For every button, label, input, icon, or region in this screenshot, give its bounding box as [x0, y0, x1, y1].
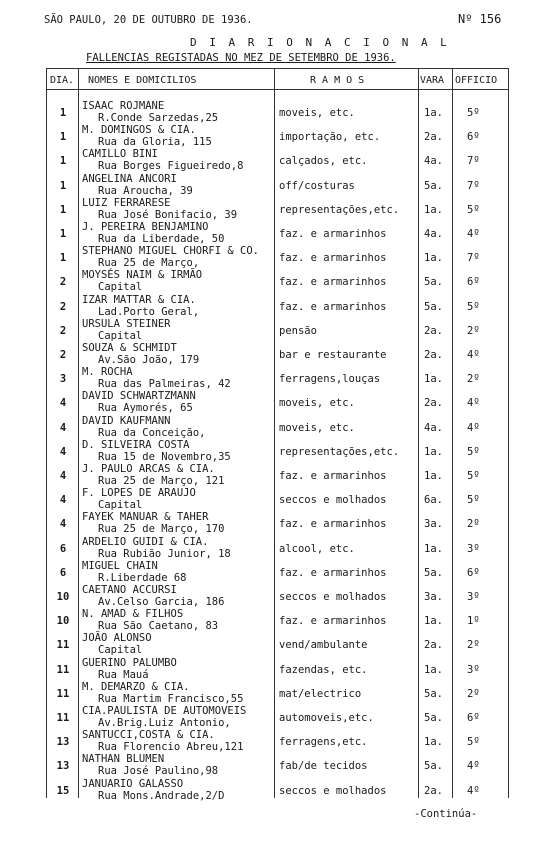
court-cell: 2a.: [424, 397, 443, 410]
court-cell: 5a.: [424, 300, 443, 313]
address-cell: Rua José Paulino,98: [98, 765, 219, 778]
name-cell: CAETANO ACCURSI: [82, 584, 177, 596]
court-cell: 3a.: [424, 591, 443, 603]
court-cell: 5a.: [424, 276, 443, 289]
office-cell: 5º: [467, 494, 480, 507]
column-divider: [78, 68, 79, 798]
name-cell: JANUARIO GALASSO: [82, 777, 184, 790]
court-cell: 5a.: [424, 760, 443, 773]
day-cell: 10: [56, 591, 70, 603]
business-cell: off/costuras: [279, 179, 355, 192]
continues-note: -Continúa-: [414, 808, 478, 820]
office-cell: 3º: [467, 542, 480, 555]
page-subtitle: FALLENCIAS REGISTADAS NO MEZ DE SETEMBRO DE 1936.: [86, 52, 396, 64]
court-cell: 1a.: [424, 470, 443, 482]
name-cell: FAYEK MANUAR & TAHER: [82, 511, 209, 524]
day-cell: 1: [59, 228, 67, 240]
business-cell: vend/ambulante: [279, 639, 368, 652]
day-cell: 2: [59, 276, 67, 289]
office-cell: 2º: [467, 324, 480, 337]
address-cell: Rua da Liberdade, 50: [98, 233, 225, 245]
office-cell: 5º: [467, 736, 480, 749]
office-cell: 4º: [467, 228, 480, 240]
address-cell: Rua 25 de Março,: [98, 257, 200, 270]
address-cell: Rua Martim Francisco,55: [98, 692, 244, 705]
business-cell: faz. e armarinhos: [279, 566, 387, 579]
day-cell: 1: [59, 252, 67, 265]
column-divider: [418, 68, 419, 798]
day-cell: 11: [56, 639, 70, 652]
name-cell: ISAAC ROJMANE: [82, 100, 165, 112]
court-cell: 3a.: [424, 518, 443, 531]
day-cell: 1: [59, 131, 67, 144]
day-cell: 4: [59, 397, 67, 410]
address-cell: Capital: [98, 644, 143, 657]
office-cell: 5º: [467, 300, 480, 313]
address-cell: Capital: [98, 499, 143, 512]
day-cell: 2: [59, 300, 67, 313]
business-cell: importação, etc.: [279, 131, 381, 144]
day-cell: 1: [59, 203, 67, 216]
address-cell: Capital: [98, 329, 143, 342]
business-cell: pensão: [279, 324, 317, 337]
business-cell: seccos e molhados: [279, 784, 387, 797]
name-cell: M. DOMINGOS & CIA.: [82, 124, 196, 137]
address-cell: Rua da Conceição,: [98, 426, 206, 439]
name-cell: N. AMAD & FILHOS: [82, 608, 184, 621]
business-cell: alcool, etc.: [279, 542, 355, 555]
business-cell: moveis, etc.: [279, 397, 355, 410]
day-cell: 2: [59, 349, 67, 361]
address-cell: Capital: [98, 281, 143, 294]
address-cell: Rua São Caetano, 83: [98, 620, 219, 633]
court-cell: 5a.: [424, 712, 443, 724]
office-cell: 6º: [467, 131, 480, 144]
name-cell: CIA.PAULISTA DE AUTOMOVEIS: [82, 705, 247, 717]
business-cell: fazendas, etc.: [279, 663, 368, 676]
business-cell: faz. e armarinhos: [279, 252, 387, 265]
name-cell: M. ROCHA: [82, 366, 133, 379]
day-cell: 11: [56, 687, 70, 700]
business-cell: faz. e armarinhos: [279, 615, 387, 628]
office-cell: 4º: [467, 784, 480, 797]
address-cell: Rua das Palmeiras, 42: [98, 378, 231, 391]
court-cell: 5a.: [424, 179, 443, 192]
office-cell: 1º: [467, 615, 480, 628]
office-cell: 3º: [467, 663, 480, 676]
court-cell: 2a.: [424, 784, 443, 797]
day-cell: 6: [59, 542, 67, 555]
office-cell: 4º: [467, 349, 480, 361]
address-cell: Av.São João, 179: [98, 354, 200, 366]
business-cell: mat/electrico: [279, 687, 362, 700]
business-cell: ferragens,louças: [279, 373, 381, 386]
business-cell: seccos e molhados: [279, 591, 387, 603]
office-cell: 3º: [467, 591, 480, 603]
office-cell: 7º: [467, 179, 480, 192]
court-cell: 1a.: [424, 445, 443, 458]
address-cell: Rua 25 de Março, 121: [98, 475, 225, 487]
column-header-nomes: NOMES E DOMICILIOS: [88, 75, 197, 86]
court-cell: 5a.: [424, 687, 443, 700]
name-cell: NATHAN BLUMEN: [82, 753, 165, 766]
name-cell: SANTUCCI,COSTA & CIA.: [82, 729, 215, 742]
court-cell: 2a.: [424, 639, 443, 652]
day-cell: 10: [56, 615, 70, 628]
name-cell: JOÃO ALONSO: [82, 632, 152, 645]
business-cell: fab/de tecidos: [279, 760, 368, 773]
business-cell: faz. e armarinhos: [279, 276, 387, 289]
name-cell: DAVID SCHWARTZMANN: [82, 390, 196, 403]
address-cell: Rua Florencio Abreu,121: [98, 741, 244, 754]
court-cell: 5a.: [424, 566, 443, 579]
name-cell: ANGELINA ANCORI: [82, 172, 177, 185]
business-cell: moveis, etc.: [279, 421, 355, 434]
court-cell: 1a.: [424, 736, 443, 749]
day-cell: 2: [59, 324, 67, 337]
office-cell: 5º: [467, 203, 480, 216]
address-cell: Av.Brig.Luiz Antonio,: [98, 717, 231, 729]
office-cell: 7º: [467, 252, 480, 265]
address-cell: Lad.Porto Geral,: [98, 305, 200, 318]
name-cell: GUERINO PALUMBO: [82, 656, 177, 669]
name-cell: SOUZA & SCHMIDT: [82, 342, 177, 354]
court-cell: 6a.: [424, 494, 443, 507]
day-cell: 4: [59, 445, 67, 458]
address-cell: Rua Mauá: [98, 668, 149, 681]
name-cell: D. SILVEIRA COSTA: [82, 438, 190, 451]
name-cell: STEPHANO MIGUEL CHORFI & CO.: [82, 245, 260, 258]
column-header-ramos: R A M O S: [310, 75, 365, 86]
business-cell: representações,etc.: [279, 445, 400, 458]
court-cell: 1a.: [424, 373, 443, 386]
page-title: D I A R I O N A C I O N A L: [190, 36, 450, 49]
office-cell: 2º: [467, 639, 480, 652]
business-cell: calçados, etc.: [279, 155, 368, 168]
day-cell: 4: [59, 518, 67, 531]
office-cell: 5º: [467, 445, 480, 458]
court-cell: 1a.: [424, 252, 443, 265]
court-cell: 2a.: [424, 131, 443, 144]
column-header-dia: DIA.: [50, 75, 75, 86]
page-number: Nº 156: [458, 12, 502, 26]
court-cell: 1a.: [424, 663, 443, 676]
name-cell: URSULA STEINER: [82, 317, 171, 330]
court-cell: 4a.: [424, 228, 443, 240]
court-cell: 2a.: [424, 349, 443, 361]
address-cell: Av.Celso Garcia, 186: [98, 596, 225, 608]
business-cell: moveis, etc.: [279, 107, 355, 119]
day-cell: 15: [56, 784, 70, 797]
day-cell: 13: [56, 736, 70, 749]
business-cell: automoveis,etc.: [279, 712, 374, 724]
name-cell: F. LOPES DE ARAUJO: [82, 487, 196, 500]
office-cell: 2º: [467, 518, 480, 531]
address-cell: Rua 25 de Março, 170: [98, 523, 225, 536]
address-cell: Rua da Gloria, 115: [98, 136, 212, 149]
business-cell: ferragens,etc.: [279, 736, 368, 749]
address-cell: Rua Borges Figueiredo,8: [98, 160, 244, 173]
office-cell: 6º: [467, 712, 480, 724]
column-header-vara: VARA: [420, 75, 445, 86]
name-cell: IZAR MATTAR & CIA.: [82, 293, 196, 306]
court-cell: 1a.: [424, 203, 443, 216]
column-divider: [452, 68, 453, 798]
address-cell: Rua Aymorés, 65: [98, 402, 193, 415]
office-cell: 6º: [467, 276, 480, 289]
office-cell: 4º: [467, 760, 480, 773]
address-cell: Rua José Bonifacio, 39: [98, 208, 238, 221]
column-header-officio: OFFICIO: [455, 75, 498, 86]
name-cell: LUIZ FERRARESE: [82, 196, 171, 209]
business-cell: faz. e armarinhos: [279, 228, 387, 240]
business-cell: bar e restaurante: [279, 349, 387, 361]
day-cell: 6: [59, 566, 67, 579]
business-cell: faz. e armarinhos: [279, 518, 387, 531]
name-cell: MIGUEL CHAIN: [82, 559, 158, 572]
day-cell: 1: [59, 155, 67, 168]
address-cell: Rua Rubião Junior, 18: [98, 547, 231, 560]
office-cell: 4º: [467, 421, 480, 434]
office-cell: 7º: [467, 155, 480, 168]
place-date: SÃO PAULO, 20 DE OUTUBRO DE 1936.: [44, 14, 253, 26]
day-cell: 4: [59, 494, 67, 507]
name-cell: CAMILLO BINI: [82, 148, 158, 161]
address-cell: Rua 15 de Novembro,35: [98, 450, 231, 463]
name-cell: J. PAULO ARCAS & CIA.: [82, 463, 215, 475]
name-cell: MOYSÉS NAIM & IRMÃO: [82, 269, 203, 282]
table-top-border: [46, 68, 508, 69]
court-cell: 4a.: [424, 155, 443, 168]
office-cell: 4º: [467, 397, 480, 410]
table-right-border: [508, 68, 509, 798]
address-cell: Rua Mons.Andrade,2/D: [98, 789, 225, 802]
court-cell: 4a.: [424, 421, 443, 434]
name-cell: M. DEMARZO & CIA.: [82, 680, 190, 693]
business-cell: seccos e molhados: [279, 494, 387, 507]
day-cell: 1: [59, 107, 67, 119]
table-header-border: [46, 89, 508, 90]
business-cell: faz. e armarinhos: [279, 470, 387, 482]
name-cell: ARDELIO GUIDI & CIA.: [82, 535, 209, 548]
address-cell: Rua Aroucha, 39: [98, 184, 193, 197]
office-cell: 5º: [467, 470, 480, 482]
court-cell: 1a.: [424, 107, 443, 119]
address-cell: R.Liberdade 68: [98, 571, 187, 584]
court-cell: 2a.: [424, 324, 443, 337]
office-cell: 2º: [467, 373, 480, 386]
day-cell: 3: [59, 373, 67, 386]
office-cell: 6º: [467, 566, 480, 579]
office-cell: 5º: [467, 107, 480, 119]
court-cell: 1a.: [424, 615, 443, 628]
day-cell: 4: [59, 470, 67, 482]
name-cell: DAVID KAUFMANN: [82, 414, 171, 427]
court-cell: 1a.: [424, 542, 443, 555]
office-cell: 2º: [467, 687, 480, 700]
day-cell: 4: [59, 421, 67, 434]
day-cell: 11: [56, 663, 70, 676]
day-cell: 1: [59, 179, 67, 192]
day-cell: 13: [56, 760, 70, 773]
address-cell: R.Conde Sarzedas,25: [98, 112, 219, 124]
name-cell: J. PEREIRA BENJAMINO: [82, 221, 209, 233]
business-cell: faz. e armarinhos: [279, 300, 387, 313]
column-divider: [274, 68, 275, 798]
business-cell: representações,etc.: [279, 203, 400, 216]
table-left-border: [46, 68, 47, 798]
day-cell: 11: [56, 712, 70, 724]
